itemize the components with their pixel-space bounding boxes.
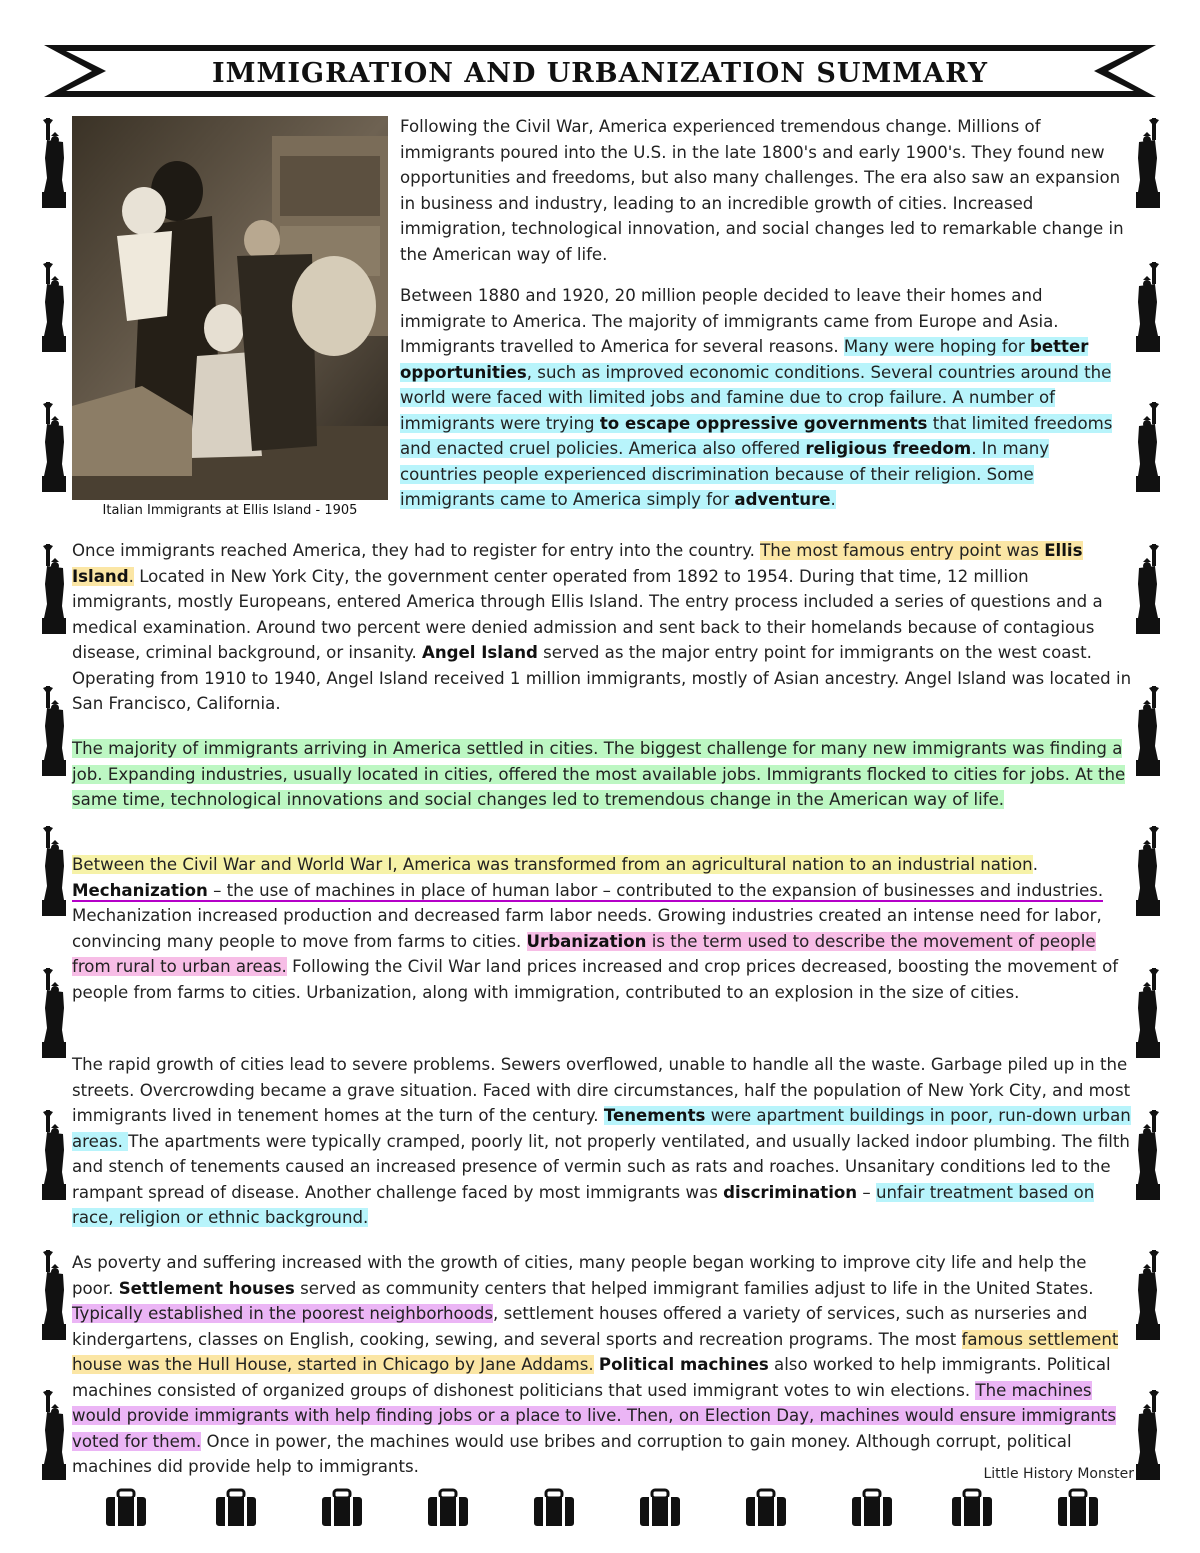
suitcase-icon <box>638 1488 682 1528</box>
statue-of-liberty-icon <box>36 262 70 352</box>
statue-of-liberty-icon <box>1132 1250 1166 1340</box>
statue-of-liberty-icon <box>36 1250 70 1340</box>
statue-of-liberty-icon <box>36 544 70 634</box>
term-ellis-island: Ellis Island <box>72 541 1083 586</box>
italian-immigrants-photo <box>72 116 388 500</box>
term-religious-freedom: religious freedom <box>805 439 972 458</box>
city-problems-paragraph: The rapid growth of cities lead to severe problems. Sewers overflowed, unable to handle all the waste. Garbage piled up in the streets. Overcrowding became a grave situation. Faced with dire circumstances, half the population of New York City, and most immigrants lived in tenement homes at the turn of the century. Tenements were apartment buildings in poor, run-down urban areas. The apartments were typically cramped, poorly lit, not properly ventilated, and usually lacked indoor plumbing. The filth and stench of tenements caused an increased presence of vermin such as rats and roaches. Unsanitary conditions led to the rampant spread of disease. Another challenge faced by most immigrants was discrimination – unfair treatment based on race, religion or ethnic background. <box>72 1055 1131 1227</box>
highlight-industrial-nation: Between the Civil War and World War I, America was transformed from an agricultural nation to an industrial nation <box>72 855 1033 874</box>
suitcase-icon <box>1056 1488 1100 1528</box>
urbanization-paragraph: Between the Civil War and World War I, America was transformed from an agricultural nation to an industrial nation. Mechanization – the use of machines in place of human labor – contributed to the expansion of businesses and industries. Mechanization increased production and decreased farm labor needs. Growing industries created an intense need for labor, convincing many people to move from farms to cities. Urbanization is the term used to describe the movement of people from rural to urban areas. Following the Civil War land prices increased and crop prices decreased, boosting the movement of people from farms to cities. Urbanization, along with immigration, contributed to an explosion in the size of cities. <box>72 855 1119 1002</box>
statue-of-liberty-icon <box>1132 262 1166 352</box>
highlight-reasons: Many were hoping for better opportunities, such as improved economic conditions. Several countries around the world were faced with limited jobs and famine due to crop failure. A number of immigrants were trying to escape oppressive governments that limited freedoms and enacted cruel policies. America also offered religious freedom. In many countries people experienced discrimination because of their religion. Some immigrants came to America simply for adventure. <box>400 337 1113 509</box>
suitcase-icon <box>850 1488 894 1528</box>
reform-paragraph: As poverty and suffering increased with the growth of cities, many people began working to improve city life and help the poor. Settlement houses served as community centers that helped immigrant families adjust to life in the United States. Typically established in the poorest neighborhoods, settlement houses offered a variety of services, such as nurseries and kindergartens, classes on English, cooking, sewing, and several sports and recreation programs. The most famous settlement house was the Hull House, started in Chicago by Jane Addams. Political machines also worked to help immigrants. Political machines consisted of organized groups of dishonest politicians that used immigrant votes to win elections. The machines would provide immigrants with help finding jobs or a place to live. Then, on Election Day, machines would ensure immigrants voted for them. Once in power, the machines would use bribes and corruption to gain money. Although corrupt, political machines did provide help to immigrants. <box>72 1253 1119 1476</box>
statue-of-liberty-icon <box>36 1110 70 1200</box>
suitcase-icon <box>532 1488 576 1528</box>
term-mechanization: Mechanization <box>72 880 208 900</box>
highlight-tenements: Tenements were apartment buildings in poor, run-down urban areas. <box>72 1106 1131 1151</box>
statue-of-liberty-icon <box>1132 826 1166 916</box>
term-tenements: Tenements <box>603 1106 706 1125</box>
author-signature: Little History Monster <box>983 1466 1134 1482</box>
term-settlement-houses: Settlement houses <box>118 1278 295 1298</box>
statue-of-liberty-icon <box>1132 968 1166 1058</box>
term-better-opportunities: better opportunities <box>400 337 1089 382</box>
cities-paragraph <box>72 736 1132 813</box>
statue-of-liberty-icon <box>1132 1390 1166 1480</box>
term-adventure: adventure <box>734 490 831 509</box>
underline-mechanization: Mechanization – the use of machines in place of human labor – contributed to the expansion of businesses and industries. <box>72 880 1104 900</box>
statue-of-liberty-icon <box>36 686 70 776</box>
suitcase-icon <box>744 1488 788 1528</box>
highlight-machines-help: The machines would provide immigrants with help finding jobs or a place to live. Then, on Election Day, machines would ensure immigrants voted for them. <box>72 1380 1117 1451</box>
suitcase-icon <box>320 1488 364 1528</box>
term-political-machines: Political machines <box>598 1355 769 1374</box>
photo-caption: Italian Immigrants at Ellis Island - 1905 <box>102 503 358 518</box>
term-urbanization: Urbanization <box>526 931 647 951</box>
statue-of-liberty-icon <box>36 402 70 492</box>
term-escape-oppressive-governments: to escape oppressive governments <box>599 413 928 433</box>
suitcase-icon <box>950 1488 994 1528</box>
intro-paragraph: Following the Civil War, America experienced tremendous change. Millions of immigrants poured into the U.S. in the late 1800's and early 1900's. They found new opportunities and freedoms, but also many challenges. The era also saw an expansion in business and industry, leading to an incredible growth of cities. Increased immigration, technological innovation, and social changes led to remarkable change in the American way of life. <box>400 117 1124 264</box>
statue-of-liberty-icon <box>1132 402 1166 492</box>
entry-points-paragraph: Once immigrants reached America, they had to register for entry into the country. The most famous entry point was Ellis Island. Located in New York City, the government center operated from 1892 to 1954. During that time, 12 million immigrants, mostly Europeans, entered America through Ellis Island. The entry process included a series of questions and a medical examination. Around two percent were denied admission and sent back to their homelands because of contagious disease, criminal background, or insanity. Angel Island served as the major entry point for immigrants on the west coast. Operating from 1910 to 1940, Angel Island received 1 million immigrants, mostly of Asian ancestry. Angel Island was located in San Francisco, California. <box>72 541 1132 713</box>
statue-of-liberty-icon <box>36 826 70 916</box>
suitcase-icon <box>104 1488 148 1528</box>
statue-of-liberty-icon <box>36 118 70 208</box>
term-angel-island: Angel Island <box>422 643 538 662</box>
suitcase-icon <box>214 1488 258 1528</box>
highlight-discrimination-definition: unfair treatment based on race, religion or ethnic background. <box>72 1182 1095 1227</box>
statue-of-liberty-icon <box>1132 686 1166 776</box>
suitcase-icon <box>426 1488 470 1528</box>
statue-of-liberty-icon <box>1132 544 1166 634</box>
highlight-urbanization: Urbanization is the term used to describe the movement of people from rural to urban areas. <box>72 931 1096 976</box>
highlight-poorest-neighborhoods: Typically established in the poorest neighborhoods <box>72 1304 494 1323</box>
highlight-hull-house: famous settlement house was the Hull House, started in Chicago by Jane Addams. <box>72 1329 1119 1374</box>
statue-of-liberty-icon <box>1132 118 1166 208</box>
highlight-ellis-island: The most famous entry point was Ellis Island. <box>72 541 1083 586</box>
reasons-paragraph: Between 1880 and 1920, 20 million people decided to leave their homes and immigrate to America. The majority of immigrants came from Europe and Asia. Immigrants travelled to America for several reasons. Many were hoping for better opportunities, such as improved economic conditions. Several countries around the world were faced with limited jobs and famine due to crop failure. A number of immigrants were trying to escape oppressive governments that limited freedoms and enacted cruel policies. America also offered religious freedom. In many countries people experienced discrimination because of their religion. Some immigrants came to America simply for adventure. <box>400 286 1113 509</box>
page-title: IMMIGRATION AND URBANIZATION SUMMARY <box>212 58 988 89</box>
statue-of-liberty-icon <box>1132 1110 1166 1200</box>
term-discrimination: discrimination <box>723 1182 858 1202</box>
highlight-cities: The majority of immigrants arriving in America settled in cities. The biggest challenge for many new immigrants was finding a job. Expanding industries, usually located in cities, offered the most available jobs. Immigrants flocked to cities for jobs. At the same time, technological innovations and social changes led to tremendous change in the American way of life. <box>72 739 1126 809</box>
statue-of-liberty-icon <box>36 1390 70 1480</box>
statue-of-liberty-icon <box>36 968 70 1058</box>
